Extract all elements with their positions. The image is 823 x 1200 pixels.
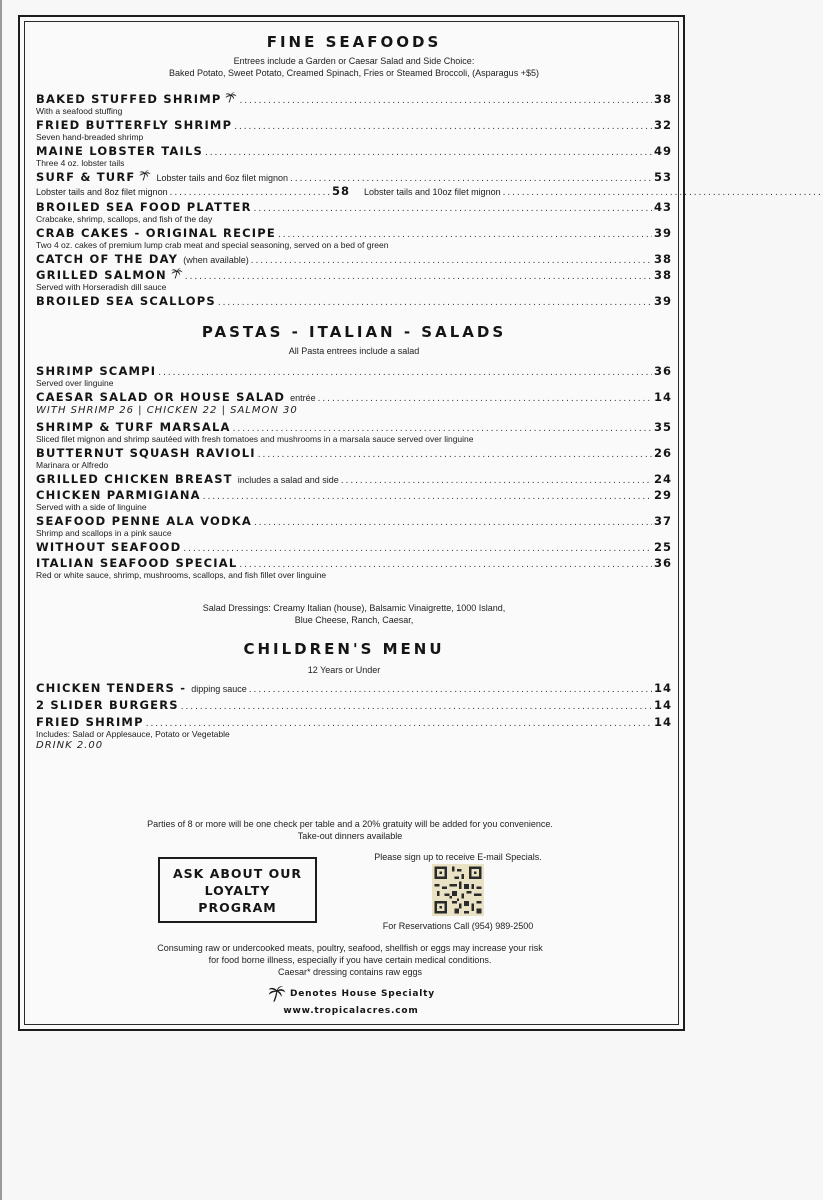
item-price: 53 bbox=[653, 170, 672, 184]
pasta-note: All Pasta entrees include a salad bbox=[288, 346, 420, 356]
dot-leader bbox=[341, 474, 652, 488]
item-price: 14 bbox=[653, 715, 672, 729]
item-price: 26 bbox=[653, 446, 672, 460]
item-description: Marinara or Alfredo bbox=[36, 460, 109, 470]
entree-note: Entrees include a Garden or Caesar Salad and Side Choice: bbox=[233, 56, 475, 66]
age-note: 12 Years or Under bbox=[307, 665, 381, 675]
section-pastas bbox=[36, 323, 672, 626]
menu-item-surf-turf bbox=[36, 170, 672, 198]
surf-turf-options bbox=[36, 184, 672, 198]
reservations-phone: For Reservations Call (954) 989-2500 bbox=[382, 921, 534, 931]
item-name: SHRIMP SCAMPI bbox=[36, 364, 157, 378]
item-description: Crabcake, shrimp, scallops, and fish of the day bbox=[36, 214, 213, 224]
item-description: Served over linguine bbox=[36, 378, 114, 388]
dot-leader bbox=[258, 448, 652, 462]
section-title: CHILDREN'S MENU bbox=[243, 640, 445, 658]
dot-leader bbox=[254, 516, 652, 530]
item-price: 32 bbox=[653, 118, 672, 132]
section-fine-seafoods bbox=[36, 33, 672, 308]
item-name: BROILED SEA FOOD PLATTER bbox=[36, 200, 252, 214]
surf-turf-option bbox=[36, 184, 350, 200]
loyalty-line: ASK ABOUT OUR bbox=[173, 865, 302, 881]
loyalty-program-box bbox=[158, 857, 317, 923]
dot-leader bbox=[218, 296, 652, 310]
menu-item bbox=[36, 144, 672, 168]
item-name: CATCH OF THE DAY bbox=[36, 252, 179, 266]
palm-tree-icon bbox=[268, 985, 286, 1003]
item-name: GRILLED CHICKEN BREAST bbox=[36, 472, 233, 486]
item-price: 38 bbox=[653, 268, 672, 282]
item-name: GRILLED SALMON bbox=[36, 268, 167, 282]
item-description: Seven hand-breaded shrimp bbox=[36, 132, 144, 142]
dot-leader bbox=[203, 490, 652, 504]
item-name: SEAFOOD PENNE ALA VODKA bbox=[36, 514, 252, 528]
menu-item bbox=[36, 390, 672, 418]
menu-item bbox=[36, 715, 672, 753]
palm-tree-icon bbox=[139, 170, 151, 181]
food-safety-warning-line1: Consuming raw or undercooked meats, poultry, seafood, shellfish or eggs may increase your risk bbox=[157, 943, 543, 953]
menu-item bbox=[36, 514, 672, 538]
item-inline-note: includes a salad and side bbox=[237, 475, 339, 485]
item-description: Served with Horseradish dill sauce bbox=[36, 282, 167, 292]
item-price: 38 bbox=[653, 92, 672, 106]
menu-item bbox=[36, 200, 672, 224]
section-title: FINE SEAFOODS bbox=[266, 33, 442, 51]
item-price: 29 bbox=[653, 488, 672, 502]
dot-leader bbox=[183, 542, 652, 556]
item-inline-note: Lobster tails and 6oz filet mignon bbox=[156, 173, 289, 183]
takeout-note: Take-out dinners available bbox=[297, 831, 403, 841]
menu-item bbox=[36, 556, 672, 580]
dot-leader bbox=[249, 683, 652, 697]
email-signup-note: Please sign up to receive E-mail Specials. bbox=[374, 852, 542, 862]
dot-leader bbox=[170, 186, 330, 200]
item-price: 37 bbox=[653, 514, 672, 528]
item-price: 39 bbox=[653, 294, 672, 308]
item-price: 14 bbox=[653, 698, 672, 712]
item-description: Served with a side of linguine bbox=[36, 502, 147, 512]
palm-tree-icon bbox=[171, 268, 183, 279]
side-choices-note: Baked Potato, Sweet Potato, Creamed Spinach, Fries or Steamed Broccoli, (Asparagus +$5) bbox=[169, 68, 539, 78]
option-price: 58 bbox=[331, 184, 350, 198]
dot-leader bbox=[234, 120, 652, 134]
item-name: CHICKEN TENDERS - bbox=[36, 681, 187, 695]
menu-content bbox=[36, 30, 672, 755]
item-name: MAINE LOBSTER TAILS bbox=[36, 144, 203, 158]
menu-item bbox=[36, 420, 672, 444]
dot-leader bbox=[318, 392, 652, 406]
item-name: FRIED BUTTERFLY SHRIMP bbox=[36, 118, 233, 132]
item-price: 49 bbox=[653, 144, 672, 158]
item-price: 38 bbox=[653, 252, 672, 266]
item-name: FRIED SHRIMP bbox=[36, 715, 144, 729]
menu-item bbox=[36, 294, 672, 308]
item-price: 14 bbox=[653, 681, 672, 695]
section-childrens-menu bbox=[36, 640, 672, 753]
dot-leader bbox=[251, 254, 652, 268]
parties-note: Parties of 8 or more will be one check per table and a 20% gratuity will be added for you convenience. bbox=[147, 819, 553, 829]
menu-item bbox=[36, 698, 672, 712]
item-price: 39 bbox=[653, 226, 672, 240]
food-safety-warning-line2: for food borne illness, especially if you have certain medical conditions. bbox=[208, 955, 492, 965]
item-name: SURF & TURF bbox=[36, 170, 136, 184]
item-description: Sliced filet mignon and shrimp sautéed with fresh tomatoes and mushrooms in a marsala sauce served over linguine bbox=[36, 434, 474, 444]
option-label: Lobster tails and 10oz filet mignon bbox=[364, 187, 501, 197]
item-name: CHICKEN PARMIGIANA bbox=[36, 488, 201, 502]
drink-price: DRINK 2.00 bbox=[36, 740, 104, 751]
menu-item bbox=[36, 446, 672, 470]
item-description: Three 4 oz. lobster tails bbox=[36, 158, 125, 168]
item-name: WITHOUT SEAFOOD bbox=[36, 540, 182, 554]
item-price: 36 bbox=[653, 364, 672, 378]
item-inline-note: (when available) bbox=[183, 255, 249, 265]
surf-turf-option bbox=[364, 184, 823, 200]
menu-item bbox=[36, 252, 672, 266]
item-name: SHRIMP & TURF MARSALA bbox=[36, 420, 231, 434]
salad-addons: WITH SHRIMP 26 | CHICKEN 22 | SALMON 30 bbox=[36, 405, 298, 416]
salad-dressings-line1: Salad Dressings: Creamy Italian (house), Balsamic Vinaigrette, 1000 Island, bbox=[202, 603, 506, 613]
section-title: PASTAS - ITALIAN - SALADS bbox=[201, 323, 507, 341]
item-price: 43 bbox=[653, 200, 672, 214]
dot-leader bbox=[185, 270, 652, 284]
item-name: BROILED SEA SCALLOPS bbox=[36, 294, 216, 308]
qr-code-icon[interactable] bbox=[432, 864, 484, 916]
salad-dressings-line2: Blue Cheese, Ranch, Caesar, bbox=[294, 615, 414, 625]
item-price: 36 bbox=[653, 556, 672, 570]
menu-item bbox=[36, 472, 672, 486]
option-label: Lobster tails and 8oz filet mignon bbox=[36, 187, 168, 197]
item-price: 24 bbox=[653, 472, 672, 486]
item-description: Two 4 oz. cakes of premium lump crab meat and special seasoning, served on a bed of green bbox=[36, 240, 389, 250]
menu-item bbox=[36, 364, 672, 388]
menu-item bbox=[36, 681, 672, 695]
loyalty-line: LOYALTY bbox=[204, 882, 271, 898]
loyalty-line: PROGRAM bbox=[198, 899, 277, 915]
item-description: Red or white sauce, shrimp, mushrooms, scallops, and fish fillet over linguine bbox=[36, 570, 327, 580]
dot-leader bbox=[205, 146, 652, 160]
website-link[interactable]: www.tropicalacres.com bbox=[283, 1006, 419, 1016]
item-name: CAESAR SALAD OR HOUSE SALAD bbox=[36, 390, 286, 404]
item-price: 35 bbox=[653, 420, 672, 434]
item-name: ITALIAN SEAFOOD SPECIAL bbox=[36, 556, 238, 570]
dot-leader bbox=[239, 94, 652, 108]
menu-item bbox=[36, 540, 672, 554]
childrens-includes: Includes: Salad or Applesauce, Potato or Vegetable bbox=[36, 729, 230, 739]
dot-leader bbox=[254, 202, 652, 216]
item-name: BUTTERNUT SQUASH RAVIOLI bbox=[36, 446, 256, 460]
item-price: 25 bbox=[653, 540, 672, 554]
menu-item bbox=[36, 92, 672, 116]
item-name: CRAB CAKES - ORIGINAL RECIPE bbox=[36, 226, 276, 240]
item-inline-note: entrée bbox=[290, 393, 316, 403]
dot-leader bbox=[503, 186, 823, 200]
menu-item bbox=[36, 488, 672, 512]
dot-leader bbox=[181, 700, 652, 714]
menu-item bbox=[36, 118, 672, 142]
legend-text: Denotes House Specialty bbox=[290, 989, 435, 999]
menu-item bbox=[36, 226, 672, 250]
item-name: BAKED STUFFED SHRIMP bbox=[36, 92, 222, 106]
item-name: 2 SLIDER BURGERS bbox=[36, 698, 179, 712]
item-description: Shrimp and scallops in a pink sauce bbox=[36, 528, 172, 538]
house-specialty-legend bbox=[268, 985, 435, 1003]
item-description: With a seafood stuffing bbox=[36, 106, 123, 116]
caesar-dressing-note: Caesar* dressing contains raw eggs bbox=[277, 967, 423, 977]
dot-leader bbox=[158, 366, 652, 380]
menu-item bbox=[36, 268, 672, 292]
palm-tree-icon bbox=[225, 92, 237, 103]
scan-edge bbox=[0, 0, 2, 1200]
item-price: 14 bbox=[653, 390, 672, 404]
item-inline-note: dipping sauce bbox=[191, 684, 247, 694]
